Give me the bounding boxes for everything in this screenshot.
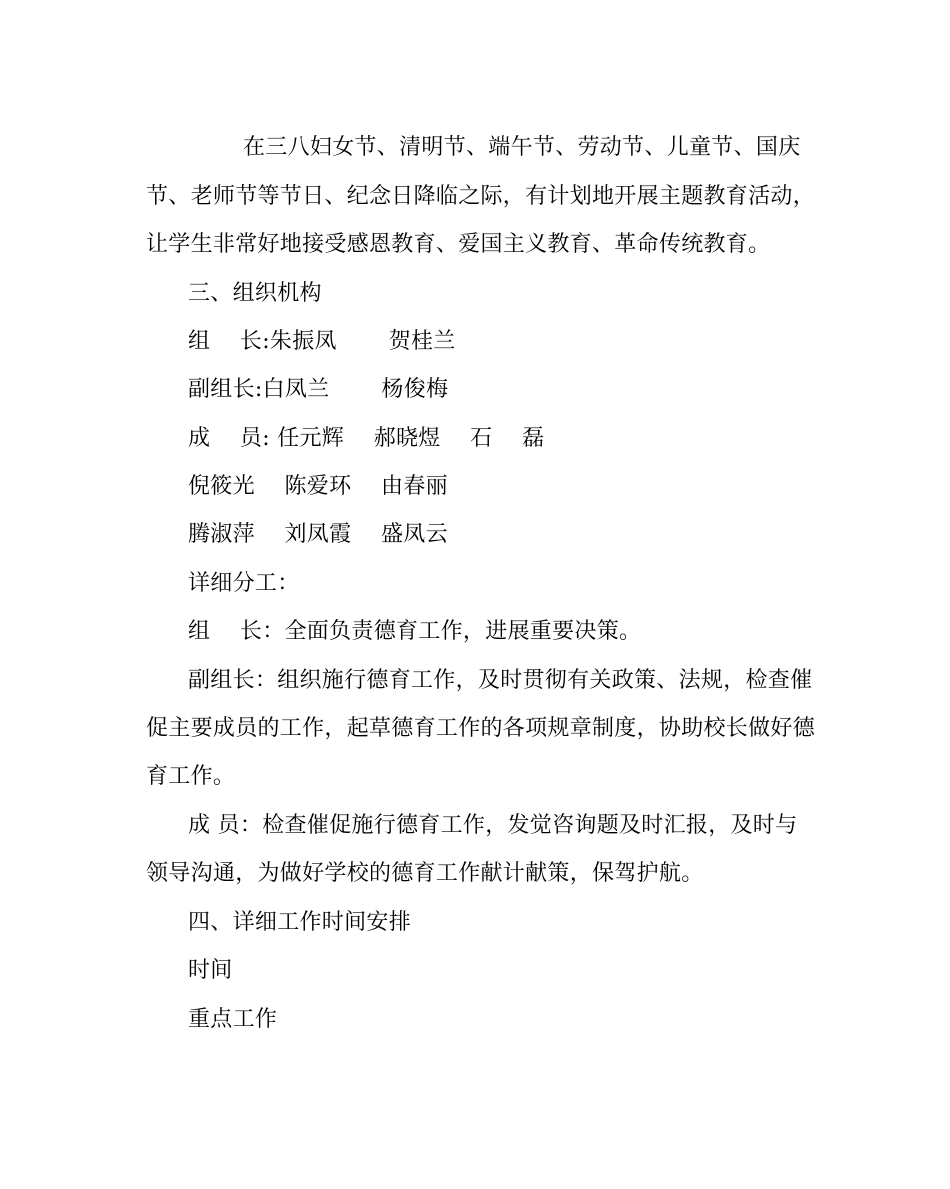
duty-deputy-line: 副组长：组织施行德育工作，及时贯彻有关政策、法规，检查催 — [188, 668, 813, 693]
org-deputy-line: 副组长:白凤兰 杨俊梅 — [188, 377, 449, 402]
section-heading: 三、组织机构 — [188, 281, 322, 306]
paragraph-line: 让学生非常好地接受感恩教育、爱国主义教育、革命传统教育。 — [146, 232, 771, 257]
section-heading: 四、详细工作时间安排 — [188, 910, 412, 935]
paragraph-line: 节、老师节等节日、纪念日降临之际，有计划地开展主题教育活动， — [146, 184, 816, 209]
org-members-line: 腾淑萍 刘凤霞 盛凤云 — [188, 522, 448, 547]
duty-leader-line: 组 长：全面负责德育工作，进展重要决策。 — [188, 619, 642, 644]
org-members-line: 成 员: 任元辉 郝晓煜 石 磊 — [188, 426, 545, 451]
table-header-time: 时间 — [188, 958, 233, 983]
org-leader-line: 组 长:朱振凤 贺桂兰 — [188, 329, 456, 354]
duty-members-line: 成 员：检查催促施行德育工作，发觉咨询题及时汇报，及时与 — [188, 813, 798, 838]
division-heading: 详细分工： — [188, 571, 300, 596]
duty-deputy-line: 促主要成员的工作，起草德育工作的各项规章制度，协助校长做好德 — [146, 716, 816, 741]
org-members-line: 倪筱光 陈爱环 由春丽 — [188, 474, 448, 499]
duty-deputy-line: 育工作。 — [146, 764, 236, 789]
table-header-work: 重点工作 — [188, 1007, 278, 1032]
paragraph-line: 在三八妇女节、清明节、端午节、劳动节、儿童节、国庆 — [243, 135, 801, 160]
duty-members-line: 领导沟通，为做好学校的德育工作献计献策，保驾护航。 — [146, 861, 704, 886]
